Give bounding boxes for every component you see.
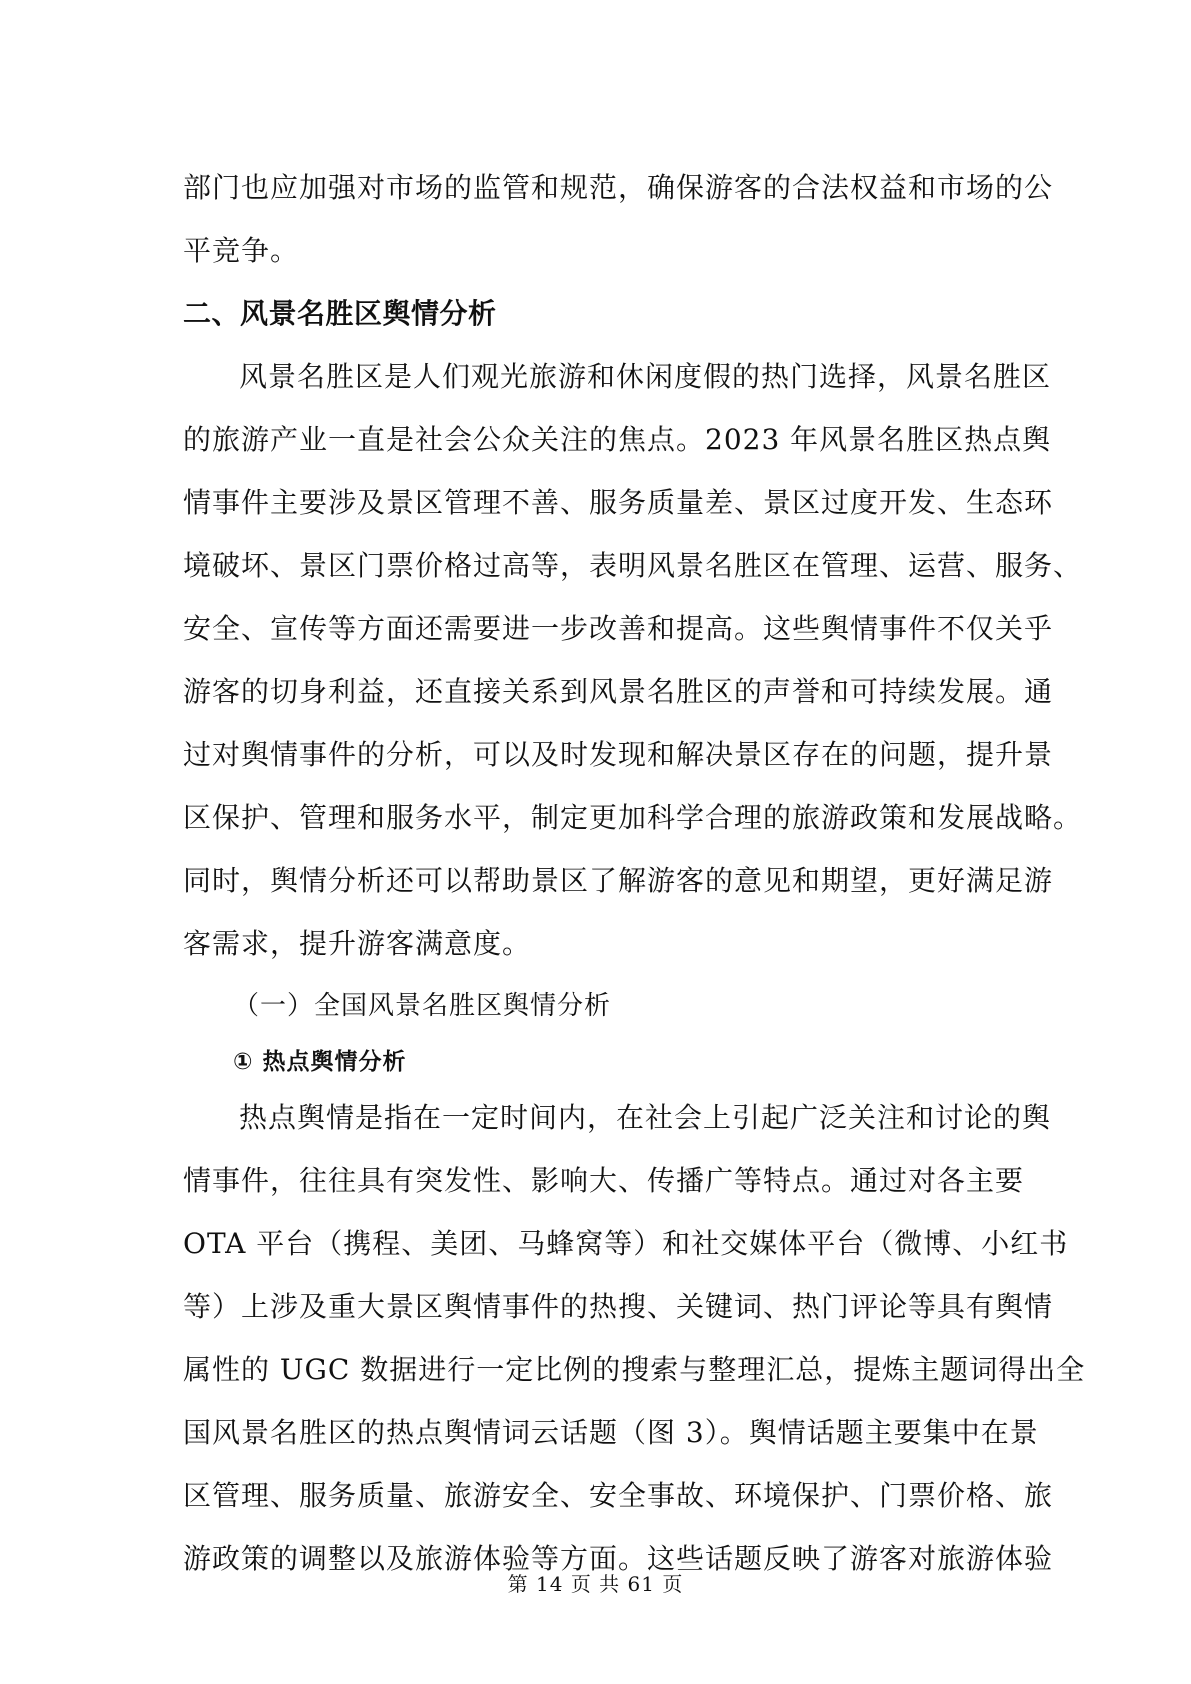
paragraph-line: 国风景名胜区的热点舆情词云话题（图 3）。舆情话题主要集中在景: [183, 1416, 1039, 1449]
paragraph-line: 风景名胜区是人们观光旅游和休闲度假的热门选择，风景名胜区: [239, 360, 1052, 393]
page-body: [183, 156, 1086, 1590]
paragraph-line: 热点舆情是指在一定时间内，在社会上引起广泛关注和讨论的舆: [239, 1101, 1052, 1134]
paragraph-line: 属性的 UGC 数据进行一定比例的搜索与整理汇总，提炼主题词得出全: [183, 1353, 1086, 1386]
text-line: 平竞争。: [183, 234, 300, 267]
text-line: 部门也应加强对市场的监管和规范，确保游客的合法权益和市场的公: [183, 171, 1054, 204]
paragraph-line: 等）上涉及重大景区舆情事件的热搜、关键词、热门评论等具有舆情: [183, 1290, 1054, 1323]
sub-subsection-heading: ① 热点舆情分析: [233, 1049, 407, 1075]
paragraph-line: 游客的切身利益，还直接关系到风景名胜区的声誉和可持续发展。通: [183, 675, 1054, 708]
paragraph-line: 区管理、服务质量、旅游安全、安全事故、环境保护、门票价格、旅: [183, 1479, 1054, 1512]
section-heading: 二、风景名胜区舆情分析: [183, 297, 497, 330]
page-number-footer: 第 14 页 共 61 页: [507, 1572, 684, 1596]
paragraph-line: 过对舆情事件的分析，可以及时发现和解决景区存在的问题，提升景: [183, 738, 1054, 771]
subsection-heading: （一）全国风景名胜区舆情分析: [233, 991, 612, 1021]
paragraph-line: OTA 平台（携程、美团、马蜂窝等）和社交媒体平台（微博、小红书: [183, 1227, 1069, 1260]
paragraph-line: 游政策的调整以及旅游体验等方面。这些话题反映了游客对旅游体验: [183, 1542, 1054, 1575]
paragraph-line: 情事件主要涉及景区管理不善、服务质量差、景区过度开发、生态环: [183, 486, 1054, 519]
paragraph-line: 安全、宣传等方面还需要进一步改善和提高。这些舆情事件不仅关乎: [183, 612, 1054, 645]
paragraph-line: 的旅游产业一直是社会公众关注的焦点。2023 年风景名胜区热点舆: [183, 423, 1052, 456]
paragraph-line: 区保护、管理和服务水平，制定更加科学合理的旅游政策和发展战略。: [183, 801, 1083, 834]
paragraph-line: 同时，舆情分析还可以帮助景区了解游客的意见和期望，更好满足游: [183, 864, 1054, 897]
paragraph-line: 情事件，往往具有突发性、影响大、传播广等特点。通过对各主要: [183, 1164, 1025, 1197]
paragraph-line: 客需求，提升游客满意度。: [183, 927, 532, 960]
paragraph-line: 境破坏、景区门票价格过高等，表明风景名胜区在管理、运营、服务、: [183, 549, 1083, 582]
